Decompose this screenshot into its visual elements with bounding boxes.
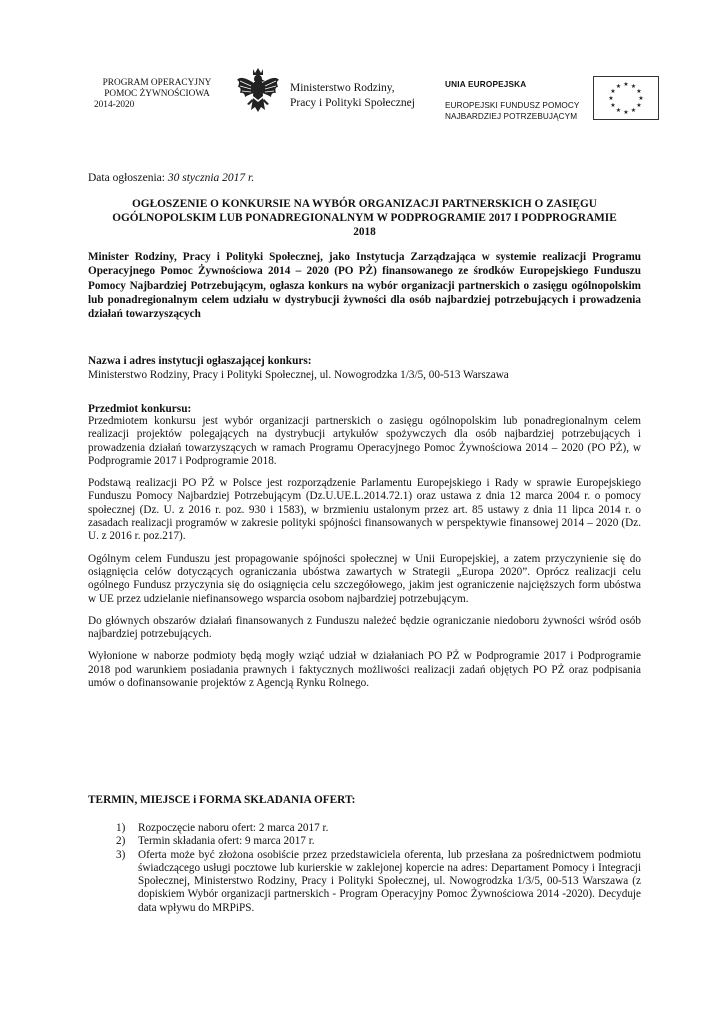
list-item (116, 849, 641, 915)
svg-text:★: ★ (615, 107, 622, 114)
subject-paragraph-5: Wyłonione w naborze podmioty będą mogły wziąć udział w działaniach PO PŻ w Podprogramie 2017 i Podprogramie 2018 pod warunkiem posiadania prawnych i faktycznych możliwości realizacji zadań objętych PO PŻ oraz podpisania umów o dofinansowanie projektów z Agencją Rynku Rolnego. (88, 650, 641, 690)
svg-text:★: ★ (615, 83, 622, 90)
terms-heading: TERMIN, MIEJSCE i FORMA SKŁADANIA OFERT: (88, 794, 356, 806)
program-line-1: PROGRAM OPERACYJNY (102, 78, 212, 88)
list-item (116, 822, 641, 835)
svg-text:★: ★ (630, 83, 637, 90)
list-item (116, 835, 641, 848)
institution-heading: Nazwa i adres instytucji ogłaszającej konkurs: (88, 355, 312, 367)
subject-paragraph-1: Przedmiotem konkursu jest wybór organizacji partnerskich o zasięgu ogólnopolskim lub ponadregionalnym celem realizacji projektów polegających na dystrybucji artykułów spożywczych dla osób najbardziej potrzebujących i prowadzenia działań towarzyszących w ramach Programu Operacyjnego Pomoc Żywnościowa 2014 – 2020 (PO PŻ), w Podprogramie 2017 i Podprogramie 2018. (88, 415, 641, 467)
announcement-date (88, 172, 254, 184)
svg-text:★: ★ (623, 109, 629, 116)
ministry-line-2: Pracy i Polityki Społecznej (290, 97, 415, 109)
eu-flag-icon (593, 76, 659, 120)
list-item-number: 1) (116, 822, 126, 834)
svg-text:★: ★ (636, 88, 642, 95)
program-logo-text (92, 78, 222, 111)
list-item-number: 2) (116, 835, 126, 848)
svg-text:★: ★ (638, 95, 644, 102)
lead-paragraph: Minister Rodziny, Pracy i Polityki Społecznej, jako Instytucja Zarządzająca w systemie realizacji Programu Operacyjnego Pomoc Żywnościowa 2014 – 2020 (PO PŻ) finansowanego ze środków Europejskiego Funduszu Pomocy Najbardziej Potrzebującym, ogłasza konkurs na wybór organizacji partnerskich o zasięgu ogólnopolskim lub ponadregionalnym celem udziału w dystrybucji żywności dla osób najbardziej potrzebujących i prowadzenia działań towarzyszących (88, 251, 641, 321)
eu-title: UNIA EUROPEJSKA (445, 80, 527, 89)
subject-paragraph-2: Podstawą realizacji PO PŻ w Polsce jest rozporządzenie Parlamentu Europejskiego i Rady w sprawie Europejskiego Funduszu Pomocy Najbardziej Potrzebującym (Dz.U.UE.L.2014.72.1) oraz ustawa z dnia 12 marca 2004 r. o pomocy społecznej (Dz. U. z 2016 r. poz. 930 i 1583), w brzmieniu ustalonym przez art. 85 ustawy z dnia 11 lipca 2014 r. o zasadach realizacji programów w zakresie polityki spójności finansowanych w perspektywie finansowej 2014 – 2020 (Dz. U. z 2016 r. poz.217). (88, 477, 641, 543)
program-line-3: 2014-2020 (94, 100, 135, 110)
ministry-logo-text (290, 81, 440, 111)
subject-heading: Przedmiot konkursu: (88, 403, 192, 415)
svg-text:★: ★ (630, 107, 637, 114)
svg-text:★: ★ (610, 102, 616, 109)
terms-list (116, 822, 641, 915)
program-line-2: POMOC ŻYWNOŚCIOWA (104, 89, 210, 99)
svg-text:★: ★ (636, 102, 642, 109)
list-item-text: Rozpoczęcie naboru ofert: 2 marca 2017 r. (138, 822, 329, 834)
title-line-2: OGÓLNOPOLSKIM LUB PONADREGIONALNYM W PODPROGRAMIE 2017 I PODPROGRAMIE (112, 212, 617, 224)
eu-fund-line-1: EUROPEJSKI FUNDUSZ POMOCY (445, 101, 580, 110)
page-title (88, 197, 641, 239)
ministry-line-1: Ministerstwo Rodziny, (290, 82, 395, 94)
subject-paragraph-3: Ogólnym celem Funduszu jest propagowanie spójności społecznej w Unii Europejskiej, a zatem przyczynienie się do osiągnięcia celów dotyczących ograniczania ubóstwa zawartych w Strategii „Europa 2020”. Oprócz realizacji celu ogólnego Fundusz przyczynia się do osiągnięcia celu szczegółowego, jakim jest ograniczenie najcięższych form ubóstwa w UE przez udzielanie niefinansowego wsparcia osobom najbardziej potrzebującym. (88, 552, 641, 605)
svg-text:★: ★ (623, 81, 629, 88)
list-item-text: Oferta może być złożona osobiście przez przedstawiciela oferenta, lub przesłana za pośrednictwem podmiotu świadczącego usługi pocztowe lub kurierskie w zaklejonej kopercie na adres: Departament Pomocy i Integracji Społecznej, Ministerstwo Rodziny, Pracy i Polityki Społecznej, ul. Nowogrodzka 1/3/5, 00-513 Warszawa (z dopiskiem Wybór organizacji partnerskich - Program Operacyjny Pomoc Żywnościowa 2014 -2020). Decyduje data wpływu do MRPiPS. (138, 848, 641, 914)
polish-eagle-icon (236, 66, 280, 116)
eu-fund-line-2: NAJBARDZIEJ POTRZEBUJĄCYM (445, 112, 578, 121)
svg-text:★: ★ (608, 95, 614, 102)
list-item-number: 3) (116, 848, 126, 861)
date-label: Data ogłoszenia: (88, 172, 165, 184)
eu-fund-text (445, 100, 595, 122)
date-value: 30 stycznia 2017 r. (167, 172, 255, 184)
institution-section (88, 355, 641, 382)
list-item-text: Termin składania ofert: 9 marca 2017 r. (138, 835, 315, 848)
title-line-3: 2018 (353, 226, 376, 238)
subject-paragraph-4: Do głównych obszarów działań finansowanych z Funduszu należeć będzie ograniczanie niedoboru żywności wśród osób najbardziej potrzebujących. (88, 614, 641, 641)
subject-section (88, 403, 641, 690)
institution-address: Ministerstwo Rodziny, Pracy i Polityki Społecznej, ul. Nowogrodzka 1/3/5, 00-513 Warszawa (88, 369, 509, 381)
title-line-1: OGŁOSZENIE O KONKURSIE NA WYBÓR ORGANIZACJI PARTNERSKICH O ZASIĘGU (132, 198, 597, 210)
svg-text:★: ★ (610, 88, 616, 95)
